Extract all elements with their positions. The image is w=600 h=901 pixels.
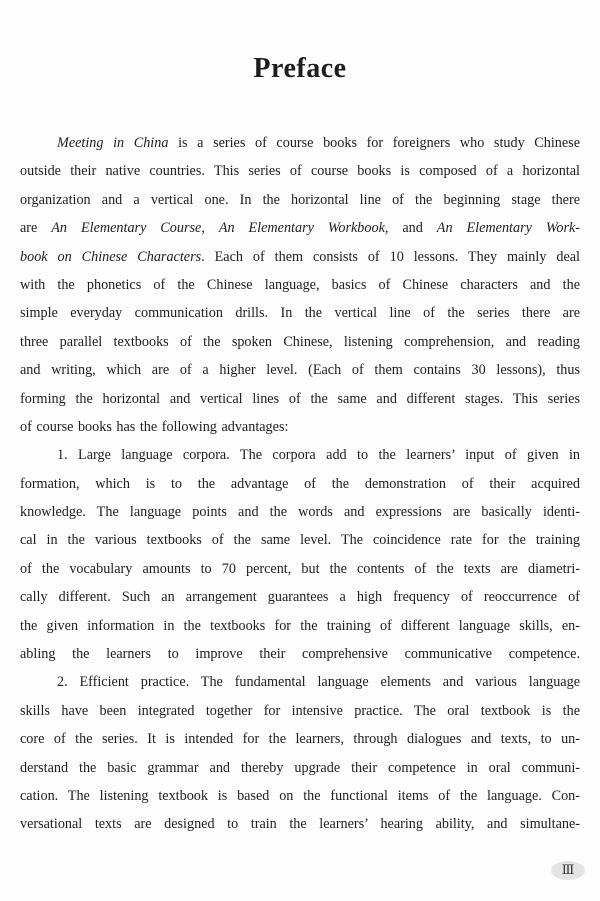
- text-segment: 1. Large language corpora. The corpora add to the learners’ input of given in: [57, 447, 580, 464]
- paragraph: [20, 129, 580, 441]
- text-line: [20, 526, 580, 554]
- text-segment: are: [20, 220, 52, 237]
- text-segment: three parallel textbooks of the spoken Chinese, listening comprehension, and reading: [20, 333, 580, 350]
- text-segment: cation. The listening textbook is based on the functional items of the language. Con-: [20, 787, 580, 804]
- text-segment: An Elementary Work-: [436, 220, 580, 237]
- text-segment: knowledge. The language points and the words and expressions are basically identi-: [20, 504, 580, 521]
- text-line: [20, 413, 580, 441]
- text-line: [20, 385, 580, 413]
- text-segment: and writing, which are of a higher level. (Each of them contains 30 lessons), thus: [20, 362, 580, 379]
- text-line: [20, 470, 580, 498]
- text-line: [20, 498, 580, 526]
- text-line: [20, 640, 580, 668]
- text-segment: core of the series. It is intended for the learners, through dialogues and texts, to un-: [20, 731, 580, 748]
- text-line: [20, 583, 580, 611]
- text-line: [20, 271, 580, 299]
- text-segment: outside their native countries. This series of course books is composed of a horizontal: [20, 163, 580, 180]
- text-segment: organization and a vertical one. In the horizontal line of the beginning stage there: [20, 191, 580, 208]
- text-segment: 2. Efficient practice. The fundamental language elements and various language: [57, 674, 580, 691]
- text-line: [20, 782, 580, 810]
- text-line: [20, 668, 580, 696]
- text-segment: , and: [384, 220, 437, 237]
- text-segment: ,: [201, 220, 219, 237]
- text-segment: An Elementary Workbook: [218, 220, 385, 237]
- text-line: [20, 754, 580, 782]
- text-line: [20, 555, 580, 583]
- text-line: [20, 441, 580, 469]
- text-segment: of course books has the following advantages:: [20, 418, 289, 435]
- text-line: [20, 810, 580, 838]
- text-line: [20, 214, 580, 242]
- page-title: Preface: [253, 53, 347, 84]
- text-segment: Meeting in China: [57, 135, 169, 151]
- text-line: [20, 356, 580, 384]
- text-segment: forming the horizontal and vertical lines of the same and different stages. This series: [20, 390, 580, 407]
- text-segment: book on Chinese Characters: [20, 248, 202, 265]
- page-number: Ⅲ: [561, 863, 575, 878]
- text-segment: with the phonetics of the Chinese language, basics of Chinese characters and the: [20, 276, 580, 293]
- text-line: [20, 243, 580, 271]
- text-segment: is a series of course books for foreigners who study Chinese: [168, 135, 580, 151]
- text-line: [20, 328, 580, 356]
- text-segment: of the vocabulary amounts to 70 percent, but the contents of the texts are diametri-: [20, 560, 580, 577]
- text-segment: derstand the basic grammar and thereby upgrade their competence in oral communi-: [20, 759, 580, 776]
- text-line: [20, 725, 580, 753]
- text-segment: formation, which is to the advantage of the demonstration of their acquired: [20, 475, 580, 492]
- text-line: [20, 186, 580, 214]
- text-segment: simple everyday communication drills. In the vertical line of the series there are: [20, 305, 580, 322]
- text-segment: abling the learners to improve their comprehensive communicative competence.: [20, 646, 580, 663]
- text-line: [20, 157, 580, 185]
- text-line: [20, 697, 580, 725]
- text-line: [20, 299, 580, 327]
- text-segment: versational texts are designed to train the learners’ hearing ability, and simultane-: [20, 816, 580, 833]
- text-segment: cally different. Such an arrangement guarantees a high frequency of reoccurrence of: [20, 589, 580, 606]
- text-line: [20, 129, 580, 157]
- paragraph: [20, 441, 580, 668]
- text-line: [20, 612, 580, 640]
- paragraph: [20, 668, 580, 838]
- text-segment: the given information in the textbooks for the training of different language skills, en-: [20, 617, 580, 634]
- text-segment: . Each of them consists of 10 lessons. They mainly deal: [201, 248, 580, 265]
- text-segment: An Elementary Course: [51, 220, 202, 237]
- page-number-badge: [551, 861, 585, 880]
- text-segment: cal in the various textbooks of the same level. The coincidence rate for the training: [20, 532, 580, 549]
- preface-body: [20, 129, 580, 839]
- text-segment: skills have been integrated together for intensive practice. The oral textbook is the: [20, 702, 580, 719]
